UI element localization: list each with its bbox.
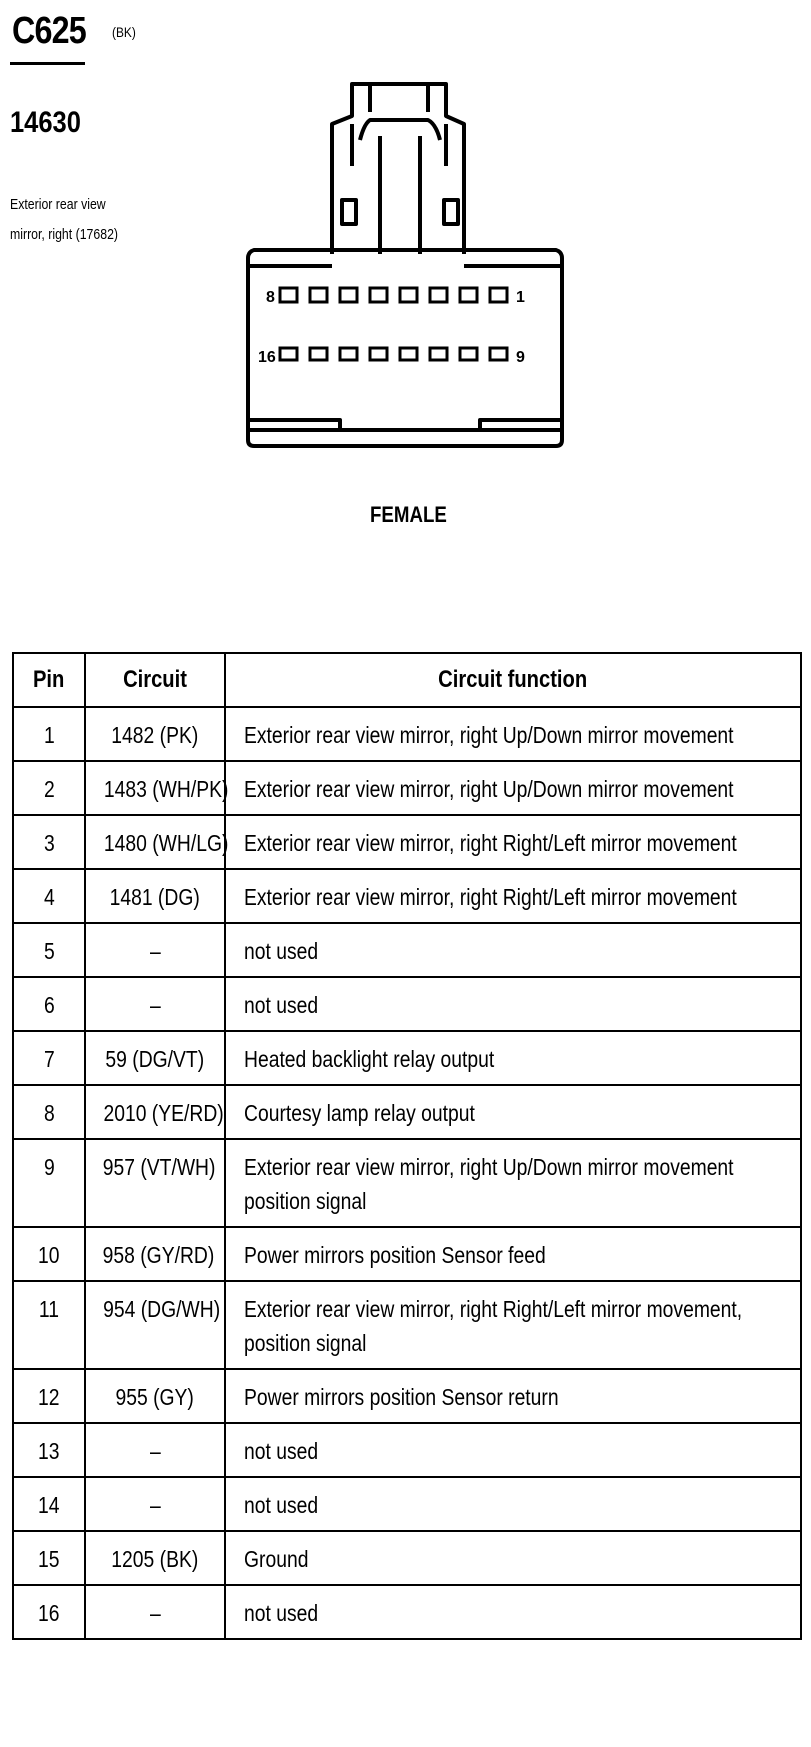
pin-label-9: 9 bbox=[516, 349, 525, 366]
circuit-cell: 954 (DG/WH) bbox=[85, 1281, 225, 1369]
pin-table-body bbox=[13, 707, 801, 1639]
column-header-circuit-function: Circuit function bbox=[225, 653, 801, 707]
circuit-function-line: not used bbox=[244, 1492, 319, 1518]
pin-number-cell: 10 bbox=[13, 1227, 85, 1281]
table-row bbox=[13, 923, 801, 977]
pin-label-16: 16 bbox=[258, 349, 276, 366]
pin-number-cell: 6 bbox=[13, 977, 85, 1031]
table-row bbox=[13, 1423, 801, 1477]
circuit-function-cell bbox=[225, 1477, 801, 1531]
table-row bbox=[13, 815, 801, 869]
table-row bbox=[13, 1531, 801, 1585]
circuit-function-cell bbox=[225, 1531, 801, 1585]
connector-code: C625 bbox=[12, 10, 86, 52]
circuit-cell: – bbox=[85, 977, 225, 1031]
circuit-cell: 1482 (PK) bbox=[85, 707, 225, 761]
connector-color: (BK) bbox=[112, 24, 136, 40]
connector-description bbox=[10, 190, 141, 250]
pin-number-cell: 15 bbox=[13, 1531, 85, 1585]
circuit-function-line: position signal bbox=[244, 1330, 367, 1356]
circuit-cell: 59 (DG/VT) bbox=[85, 1031, 225, 1085]
circuit-cell: 1483 (WH/PK) bbox=[85, 761, 225, 815]
circuit-cell: 1481 (DG) bbox=[85, 869, 225, 923]
circuit-function-line: position signal bbox=[244, 1188, 367, 1214]
circuit-function-cell bbox=[225, 1085, 801, 1139]
circuit-function-cell bbox=[225, 1227, 801, 1281]
pin-table bbox=[12, 652, 802, 1640]
circuit-function-cell bbox=[225, 761, 801, 815]
connector-gender-label: FEMALE bbox=[370, 502, 447, 527]
circuit-cell: 1205 (BK) bbox=[85, 1531, 225, 1585]
circuit-function-cell bbox=[225, 977, 801, 1031]
circuit-function-cell bbox=[225, 1031, 801, 1085]
pin-number-cell: 12 bbox=[13, 1369, 85, 1423]
pin-number-cell: 7 bbox=[13, 1031, 85, 1085]
circuit-function-cell bbox=[225, 707, 801, 761]
circuit-cell: 1480 (WH/LG) bbox=[85, 815, 225, 869]
part-number: 14630 bbox=[10, 106, 81, 139]
pin-label-8: 8 bbox=[266, 289, 275, 306]
pin-number-cell: 9 bbox=[13, 1139, 85, 1227]
table-row bbox=[13, 1369, 801, 1423]
pin-number-cell: 2 bbox=[13, 761, 85, 815]
circuit-function-line: Power mirrors position Sensor feed bbox=[244, 1242, 546, 1268]
circuit-function-cell bbox=[225, 869, 801, 923]
circuit-function-cell bbox=[225, 1369, 801, 1423]
circuit-cell: – bbox=[85, 923, 225, 977]
column-header-circuit: Circuit bbox=[85, 653, 225, 707]
circuit-function-line: Ground bbox=[244, 1546, 309, 1572]
circuit-function-line: not used bbox=[244, 992, 319, 1018]
circuit-function-cell bbox=[225, 1423, 801, 1477]
description-line-2: mirror, right (17682) bbox=[10, 226, 119, 243]
table-row bbox=[13, 1139, 801, 1227]
table-row bbox=[13, 1227, 801, 1281]
circuit-function-cell bbox=[225, 815, 801, 869]
column-header-pin: Pin bbox=[13, 653, 85, 707]
circuit-cell: 955 (GY) bbox=[85, 1369, 225, 1423]
circuit-function-line: Courtesy lamp relay output bbox=[244, 1100, 475, 1126]
table-row bbox=[13, 1031, 801, 1085]
circuit-function-line: Exterior rear view mirror, right Up/Down mirror movement bbox=[244, 1154, 734, 1180]
pin-number-cell: 16 bbox=[13, 1585, 85, 1639]
circuit-function-cell bbox=[225, 1139, 801, 1227]
circuit-cell: – bbox=[85, 1585, 225, 1639]
pin-number-cell: 14 bbox=[13, 1477, 85, 1531]
pin-number-cell: 8 bbox=[13, 1085, 85, 1139]
table-row bbox=[13, 1085, 801, 1139]
header-underline bbox=[10, 62, 85, 65]
circuit-cell: 957 (VT/WH) bbox=[85, 1139, 225, 1227]
circuit-function-line: Exterior rear view mirror, right Up/Down mirror movement bbox=[244, 722, 734, 748]
circuit-function-line: Exterior rear view mirror, right Right/Left mirror movement, bbox=[244, 1296, 743, 1322]
circuit-function-line: Exterior rear view mirror, right Right/Left mirror movement bbox=[244, 830, 737, 856]
circuit-function-line: Exterior rear view mirror, right Up/Down mirror movement bbox=[244, 776, 734, 802]
description-line-1: Exterior rear view bbox=[10, 196, 106, 213]
connector-face-diagram bbox=[240, 80, 570, 460]
circuit-function-line: not used bbox=[244, 938, 319, 964]
pin-label-1: 1 bbox=[516, 289, 525, 306]
pin-number-cell: 11 bbox=[13, 1281, 85, 1369]
pin-number-cell: 4 bbox=[13, 869, 85, 923]
circuit-function-cell bbox=[225, 923, 801, 977]
table-row bbox=[13, 977, 801, 1031]
table-row bbox=[13, 707, 801, 761]
circuit-function-cell bbox=[225, 1585, 801, 1639]
table-row bbox=[13, 1585, 801, 1639]
circuit-function-line: Exterior rear view mirror, right Right/Left mirror movement bbox=[244, 884, 737, 910]
circuit-cell: 2010 (YE/RD) bbox=[85, 1085, 225, 1139]
circuit-function-line: not used bbox=[244, 1600, 319, 1626]
table-row bbox=[13, 869, 801, 923]
circuit-cell: – bbox=[85, 1477, 225, 1531]
pin-number-cell: 3 bbox=[13, 815, 85, 869]
table-row bbox=[13, 1281, 801, 1369]
pin-number-cell: 5 bbox=[13, 923, 85, 977]
circuit-function-cell bbox=[225, 1281, 801, 1369]
circuit-function-line: Power mirrors position Sensor return bbox=[244, 1384, 559, 1410]
circuit-cell: 958 (GY/RD) bbox=[85, 1227, 225, 1281]
table-row bbox=[13, 761, 801, 815]
table-header-row bbox=[13, 653, 801, 707]
table-row bbox=[13, 1477, 801, 1531]
circuit-function-line: not used bbox=[244, 1438, 319, 1464]
circuit-cell: – bbox=[85, 1423, 225, 1477]
pin-number-cell: 1 bbox=[13, 707, 85, 761]
pin-number-cell: 13 bbox=[13, 1423, 85, 1477]
circuit-function-line: Heated backlight relay output bbox=[244, 1046, 495, 1072]
